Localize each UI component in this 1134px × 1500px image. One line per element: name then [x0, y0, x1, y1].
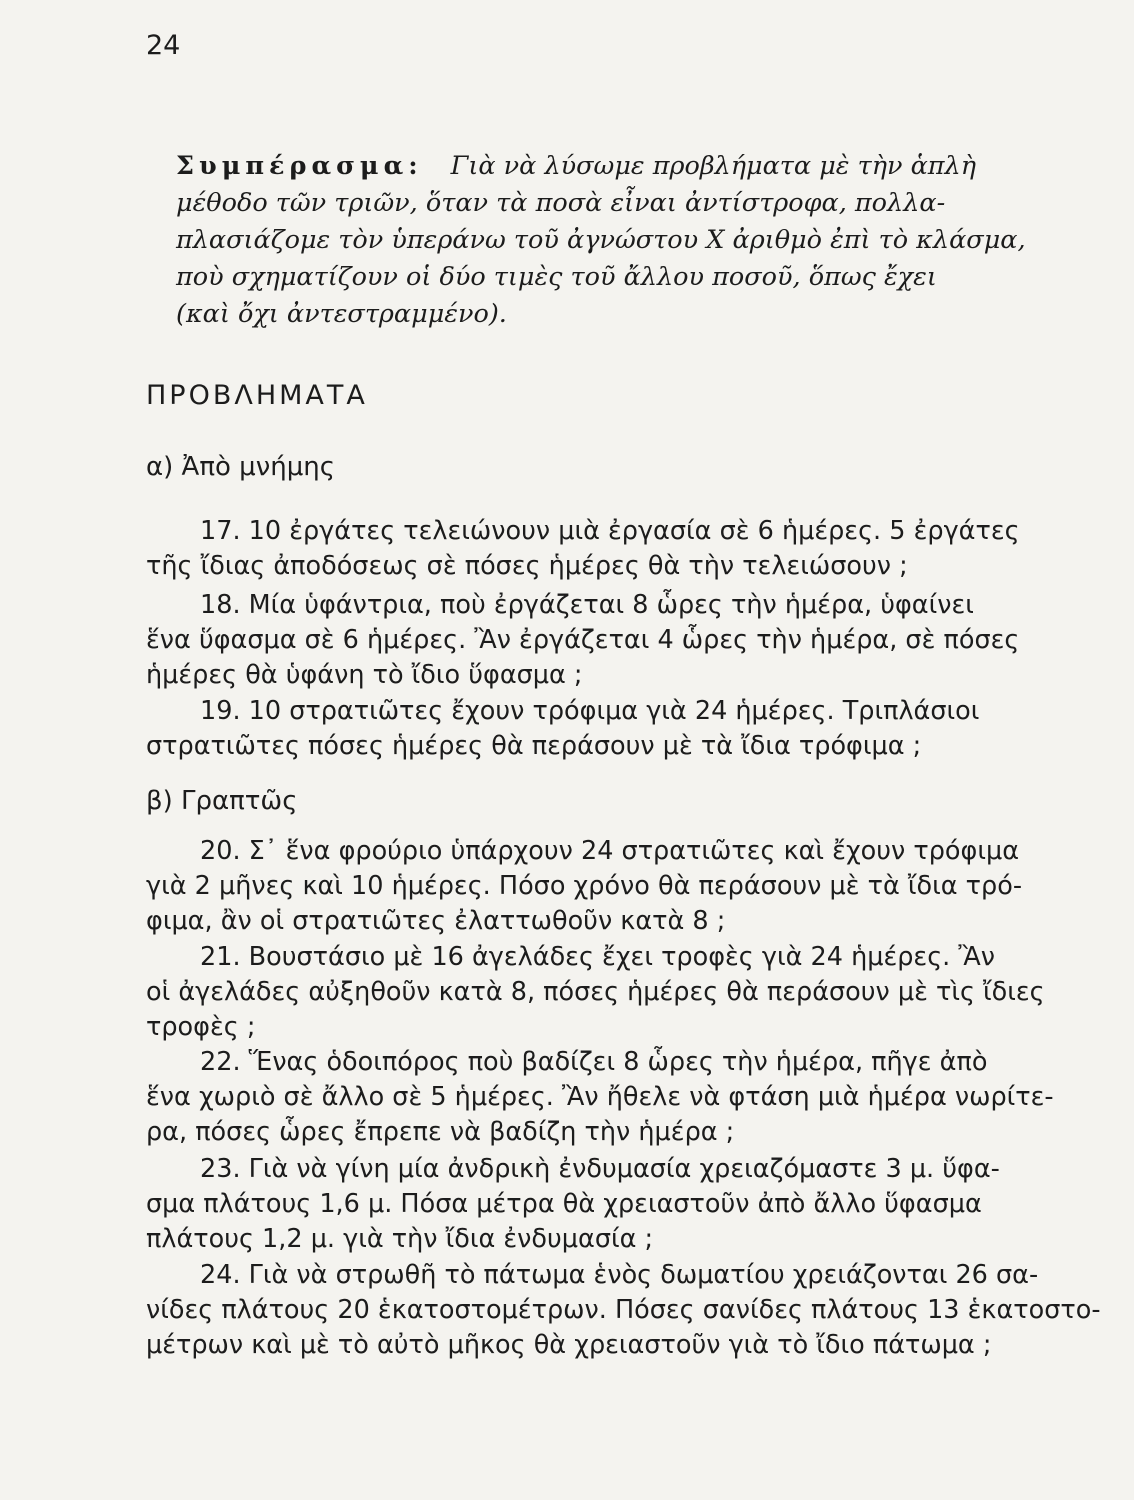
section-heading-written: β) Γραπτῶς [146, 786, 298, 816]
conclusion-line: μέθοδο τῶν τριῶν, ὅταν τὰ ποσὰ εἶναι ἀντίστροφα, πολλα- [176, 188, 946, 218]
problem-line: φιμα, ἂν οἱ στρατιῶτες ἐλαττωθοῦν κατὰ 8 ; [146, 906, 726, 936]
page-number: 24 [146, 30, 181, 61]
problem-line: ἕνα ὕφασμα σὲ 6 ἡμέρες. Ἂν ἐργάζεται 4 ὧρες τὴν ἡμέρα, σὲ πόσες [146, 625, 1020, 655]
problem-line: οἱ ἀγελάδες αὐξηθοῦν κατὰ 8, πόσες ἡμέρες θὰ περάσουν μὲ τὶς ἴδιες [146, 977, 1045, 1007]
conclusion-text: Γιὰ νὰ λύσωμε προβλήματα μὲ τὴν ἁπλὴ [450, 151, 976, 181]
problem-18 [146, 588, 1020, 693]
problem-line: 19. 10 στρατιῶτες ἔχουν τρόφιμα γιὰ 24 ἡμέρες. Τριπλάσιοι [200, 696, 980, 726]
problem-20 [146, 834, 1023, 939]
problem-line: νίδες πλάτους 20 ἑκατοστομέτρων. Πόσες σανίδες πλάτους 13 ἑκατοστο- [146, 1295, 1101, 1325]
problem-line: 20. Σ᾽ ἕνα φρούριο ὑπάρχουν 24 στρατιῶτες καὶ ἔχουν τρόφιμα [200, 836, 1020, 866]
problem-line: ἕνα χωριὸ σὲ ἄλλο σὲ 5 ἡμέρες. Ἂν ἤθελε νὰ φτάση μιὰ ἡμέρα νωρίτε- [146, 1082, 1054, 1112]
problem-line: 22. Ἕνας ὁδοιπόρος ποὺ βαδίζει 8 ὧρες τὴν ἡμέρα, πῆγε ἀπὸ [200, 1047, 988, 1077]
problem-22 [146, 1045, 1054, 1150]
problem-line: γιὰ 2 μῆνες καὶ 10 ἡμέρες. Πόσο χρόνο θὰ περάσουν μὲ τὰ ἴδια τρό- [146, 871, 1023, 901]
problem-line: 24. Γιὰ νὰ στρωθῆ τὸ πάτωμα ἑνὸς δωματίου χρειάζονται 26 σα- [200, 1260, 1039, 1290]
problem-23 [146, 1152, 1000, 1257]
conclusion-lead: Συμπέρασμα: [176, 151, 423, 181]
section-heading-memory: α) Ἀπὸ μνήμης [146, 452, 335, 482]
conclusion-line: πλασιάζομε τὸν ὑπεράνω τοῦ ἀγνώστου Χ ἀριθμὸ ἐπὶ τὸ κλάσμα, [176, 225, 1026, 255]
problem-line: σμα πλάτους 1,6 μ. Πόσα μέτρα θὰ χρειαστοῦν ἀπὸ ἄλλο ὕφασμα [146, 1189, 982, 1219]
problem-line: 18. Μία ὑφάντρια, ποὺ ἐργάζεται 8 ὧρες τὴν ἡμέρα, ὑφαίνει [200, 590, 974, 620]
problem-17 [146, 514, 1020, 584]
problems-heading: ΠΡΟΒΛΗΜΑΤΑ [146, 380, 368, 411]
problem-line: πλάτους 1,2 μ. γιὰ τὴν ἴδια ἐνδυμασία ; [146, 1224, 654, 1254]
conclusion-line: (καὶ ὄχι ἀντεστραμμένο). [176, 299, 507, 329]
problem-line: τροφὲς ; [146, 1012, 256, 1042]
conclusion-line [176, 148, 976, 185]
problem-line: ρα, πόσες ὧρες ἔπρεπε νὰ βαδίζη τὴν ἡμέρα ; [146, 1117, 735, 1147]
problem-21 [146, 940, 1045, 1045]
conclusion-line: ποὺ σχηματίζουν οἱ δύο τιμὲς τοῦ ἄλλου ποσοῦ, ὅπως ἔχει [176, 262, 937, 292]
problem-line: τῆς ἴδιας ἀποδόσεως σὲ πόσες ἡμέρες θὰ τὴν τελειώσουν ; [146, 551, 908, 581]
problem-line: ἡμέρες θὰ ὑφάνη τὸ ἴδιο ὕφασμα ; [146, 660, 583, 690]
problem-24 [146, 1258, 1101, 1363]
conclusion-block [176, 148, 1026, 333]
problem-line: μέτρων καὶ μὲ τὸ αὐτὸ μῆκος θὰ χρειαστοῦν γιὰ τὸ ἴδιο πάτωμα ; [146, 1330, 992, 1360]
problem-line: στρατιῶτες πόσες ἡμέρες θὰ περάσουν μὲ τὰ ἴδια τρόφιμα ; [146, 731, 922, 761]
problem-line: 23. Γιὰ νὰ γίνη μία ἀνδρικὴ ἐνδυμασία χρειαζόμαστε 3 μ. ὕφα- [200, 1154, 1000, 1184]
problem-line: 21. Βουστάσιο μὲ 16 ἀγελάδες ἔχει τροφὲς γιὰ 24 ἡμέρες. Ἂν [200, 942, 996, 972]
problem-19 [146, 694, 978, 764]
problem-line: 17. 10 ἐργάτες τελειώνουν μιὰ ἐργασία σὲ 6 ἡμέρες. 5 ἐργάτες [200, 516, 1020, 546]
